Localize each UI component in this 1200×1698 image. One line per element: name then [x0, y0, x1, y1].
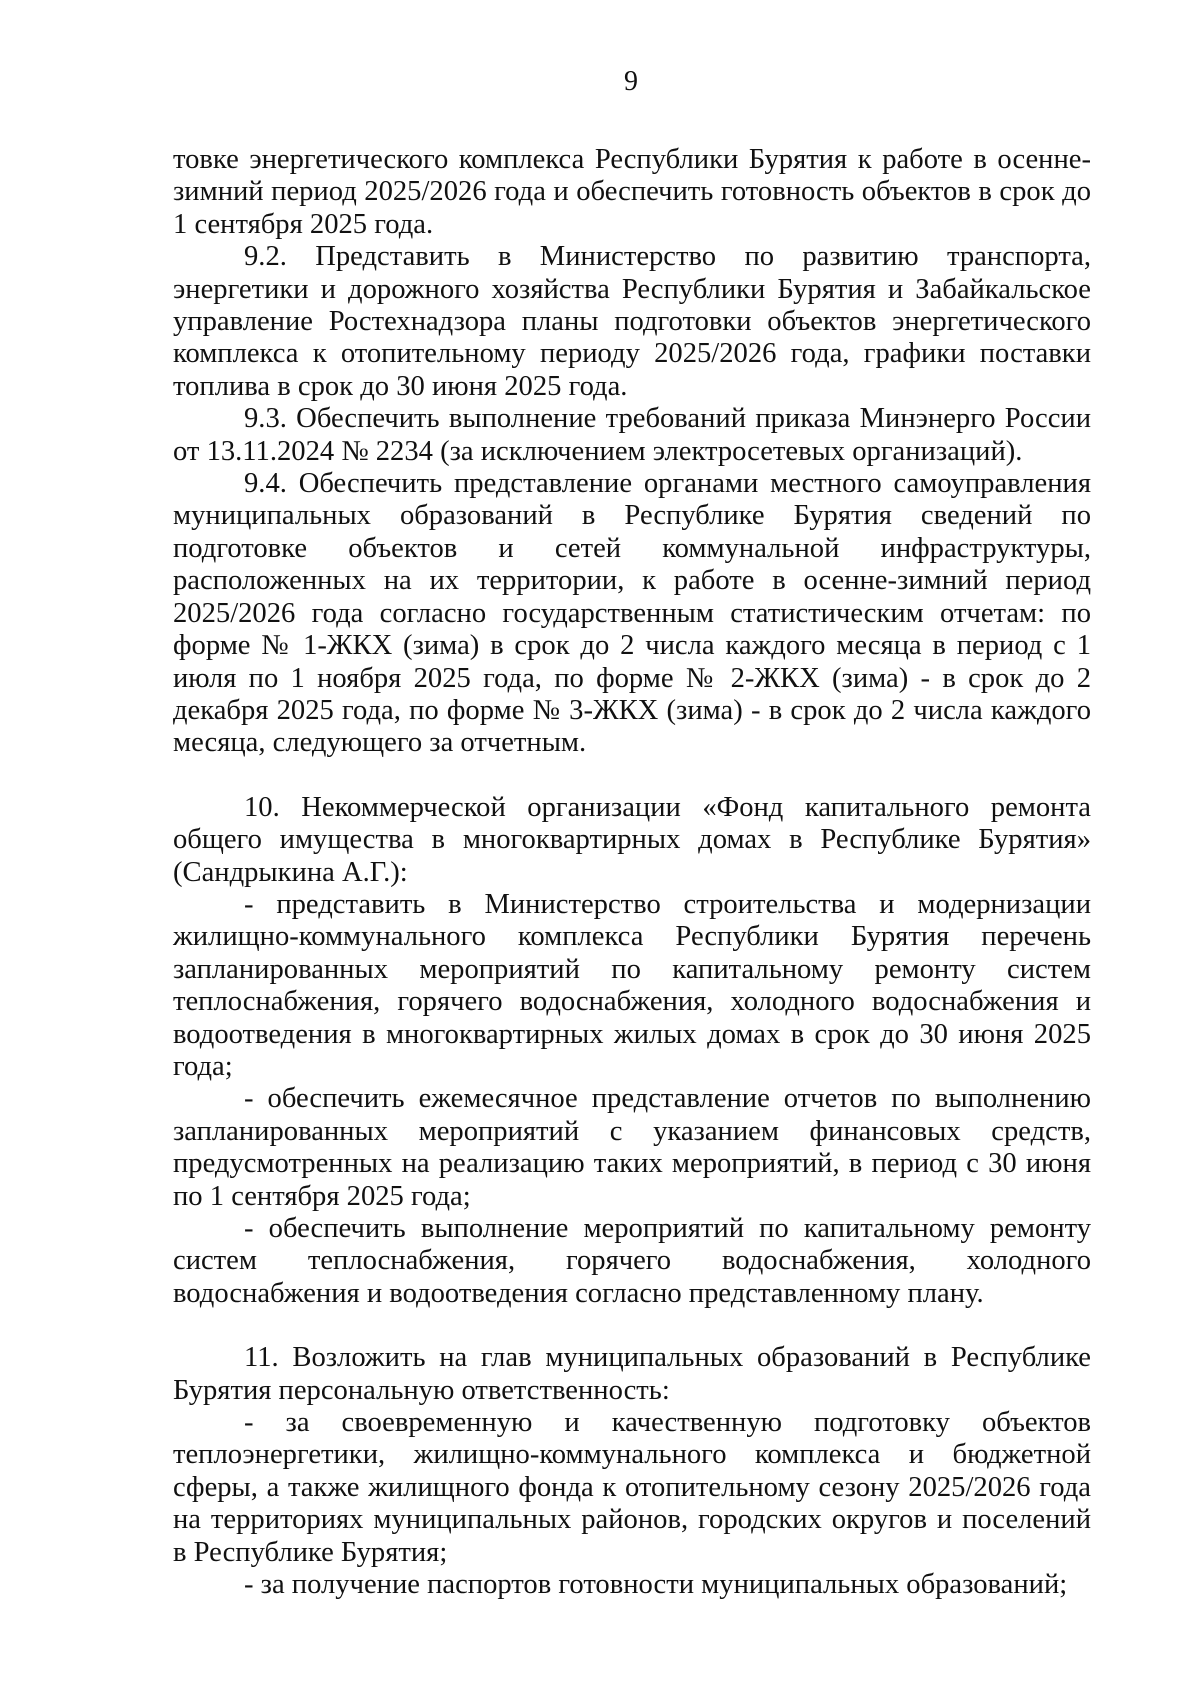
- paragraph-9-2: 9.2. Представить в Министерство по развитию транспорта, энергетики и дорожного хозяйства Республики Бурятия и Забайкальское управление Ростехнадзора планы подготовки объектов энергетического комплекса к отопительному периоду 2025/2026 года, графики поставки топлива в срок до 30 июня 2025 года.: [173, 241, 1091, 402]
- document-body: [173, 144, 1091, 1601]
- paragraph-10-item-3: - обеспечить выполнение мероприятий по капитальному ремонту систем теплоснабжения, горячего водоснабжения, холодного водоснабжения и водоотведения согласно представленному плану.: [173, 1213, 1091, 1309]
- page-number: 9: [624, 66, 638, 97]
- paragraph-9-3: 9.3. Обеспечить выполнение требований приказа Минэнерго России от 13.11.2024 № 2234 (за исключением электросетевых организаций).: [173, 403, 1091, 467]
- paragraph-continuation: товке энергетического комплекса Республики Бурятия к работе в осенне-зимний период 2025/2026 года и обеспечить готовность объектов в срок до 1 сентября 2025 года.: [173, 144, 1091, 240]
- paragraph-11-item-1: - за своевременную и качественную подготовку объектов теплоэнергетики, жилищно-коммунального комплекса и бюджетной сферы, а также жилищного фонда к отопительному сезону 2025/2026 года на территориях муниципальных районов, городских округов и поселений в Республике Бурятия;: [173, 1407, 1091, 1568]
- paragraph-11-item-2: - за получение паспортов готовности муниципальных образований;: [244, 1569, 1068, 1601]
- paragraph-10-item-2: - обеспечить ежемесячное представление отчетов по выполнению запланированных мероприятий с указанием финансовых средств, предусмотренных на реализацию таких мероприятий, в период с 30 июня по 1 сентября 2025 года;: [173, 1083, 1091, 1212]
- paragraph-10-item-1: - представить в Министерство строительства и модернизации жилищно-коммунального комплекса Республики Бурятия перечень запланированных мероприятий по капитальному ремонту систем теплоснабжения, горячего водоснабжения, холодного водоснабжения и водоотведения в многоквартирных жилых домах в срок до 30 июня 2025 года;: [173, 888, 1091, 1082]
- paragraph-9-4: 9.4. Обеспечить представление органами местного самоуправления муниципальных образований в Республике Бурятия сведений по подготовке объектов и сетей коммунальной инфраструктуры, расположенных на их территории, к работе в осенне-зимний период 2025/2026 года согласно государственным статистическим отчетам: по форме № 1-ЖКХ (зима) в срок до 2 числа каждого месяца в период с 1 июля по 1 ноября 2025 года, по форме № 2-ЖКХ (зима) - в срок до 2 декабря 2025 года, по форме № 3-ЖКХ (зима) - в срок до 2 числа каждого месяца, следующего за отчетным.: [173, 468, 1091, 759]
- paragraph-11: 11. Возложить на глав муниципальных образований в Республике Бурятия персональную ответственность:: [173, 1342, 1091, 1406]
- paragraph-10: 10. Некоммерческой организации «Фонд капитального ремонта общего имущества в многоквартирных домах в Республике Бурятия» (Сандрыкина А.Г.):: [173, 791, 1091, 888]
